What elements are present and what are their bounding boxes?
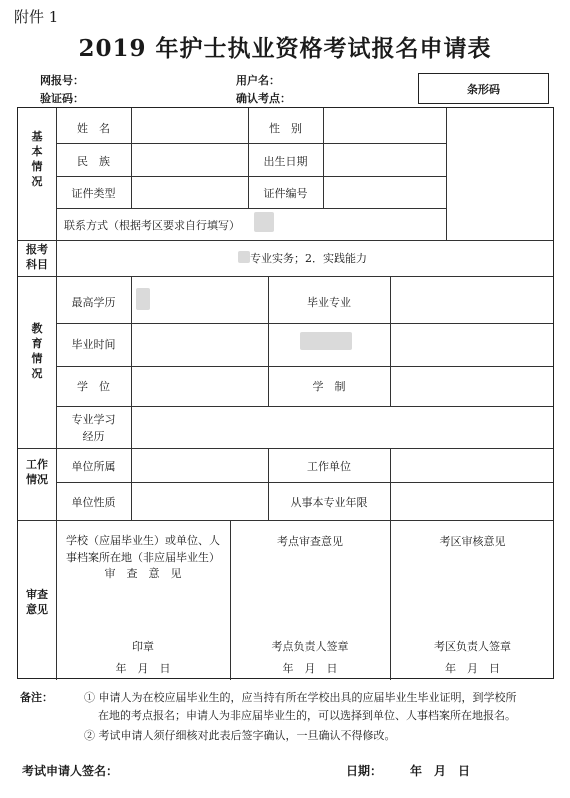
col-line: [131, 276, 132, 448]
subject-value: 专业实务；2．实践能力: [250, 252, 367, 265]
redaction-mark: [238, 251, 250, 263]
row-line: [56, 143, 446, 144]
site-date: 年 月 日: [282, 662, 338, 675]
attachment-label: 附件 1: [14, 8, 59, 26]
workplace-label: 工作单位: [307, 460, 351, 473]
section-subject-label: 报考 科目: [26, 243, 48, 271]
school-review-opinion: 学校（应届毕业生）或单位、人 事档案所在地（非应届毕业生） 审 查 意 见: [66, 534, 220, 580]
col-line: [446, 108, 447, 240]
col-line: [323, 108, 324, 208]
site-review-opinion: 考点审查意见: [277, 535, 343, 548]
application-form-table: [17, 107, 554, 679]
study-years-label: 学 制: [312, 380, 346, 393]
footer-date-label: 日期：: [346, 764, 383, 778]
col-line: [131, 108, 132, 208]
notes-label: 备注：: [20, 691, 53, 704]
work-years-label: 从事本专业年限: [290, 496, 368, 509]
note-1-line-1: ① 申请人为在校应届毕业生的，应当持有所在学校出具的应届毕业生毕业证明，到学校所: [84, 691, 517, 704]
degree-label: 学 位: [77, 380, 110, 393]
section-review-label: 审查 意见: [26, 588, 48, 616]
grad-time-label: 毕业时间: [71, 338, 116, 351]
section-divider: [18, 276, 553, 277]
id-number-label: 证件编号: [263, 187, 308, 200]
col-line: [390, 448, 391, 520]
page-title: 2019 年护士执业资格考试报名申请表: [78, 35, 492, 62]
district-date: 年 月 日: [445, 662, 500, 675]
note-2: ② 考试申请人须仔细核对此表后签字确认，一旦确认不得修改。: [84, 729, 396, 742]
highest-degree-label: 最高学历: [71, 296, 116, 309]
col-line: [390, 276, 391, 406]
contact-label: 联系方式（根据考区要求自行填写）: [64, 219, 240, 232]
redaction-mark: [254, 212, 274, 232]
section-education-label: 教 育 情 况: [31, 322, 43, 380]
birth-date-label: 出生日期: [263, 155, 308, 168]
name-label: 姓 名: [77, 122, 110, 135]
seal-date: 年 月 日: [115, 662, 171, 675]
applicant-signature-label: 考试申请人签名：: [22, 764, 119, 778]
unit-nature-label: 单位性质: [71, 496, 116, 509]
footer-date-value: 年 月 日: [410, 764, 471, 778]
section-divider: [18, 240, 553, 241]
major-label: 毕业专业: [307, 296, 351, 309]
section-work-label: 工作 情况: [26, 458, 48, 486]
section-divider: [18, 448, 553, 449]
study-experience-label: 专业学习 经历: [71, 413, 116, 444]
col-line: [131, 448, 132, 520]
redaction-mark: [136, 288, 150, 310]
section-divider: [18, 520, 553, 521]
site-signer-label: 考点负责人签章: [271, 640, 349, 653]
district-signer-label: 考区负责人签章: [434, 640, 511, 653]
district-review-opinion: 考区审核意见: [439, 535, 506, 548]
seal-label: 印章: [132, 640, 154, 653]
redaction-mark: [300, 332, 352, 350]
exam-site-label: 确认考点：: [236, 92, 291, 105]
id-type-label: 证件类型: [71, 187, 116, 200]
net-no-label: 网报号：: [40, 74, 84, 87]
barcode-box: 条形码: [418, 73, 549, 104]
row-line: [56, 176, 446, 177]
section-basic-label: 基 本 情 况: [31, 130, 43, 188]
gender-label: 性 别: [269, 122, 302, 135]
username-label: 用户名：: [236, 74, 280, 87]
employer-type-label: 单位所属: [71, 460, 116, 473]
ethnicity-label: 民 族: [77, 155, 110, 168]
captcha-label: 验证码：: [40, 92, 84, 105]
note-1-line-2: 在地的考点报名；申请人为非应届毕业生的，可以选择到单位、人事档案所在地报名。: [98, 709, 516, 722]
row-line: [56, 208, 446, 209]
